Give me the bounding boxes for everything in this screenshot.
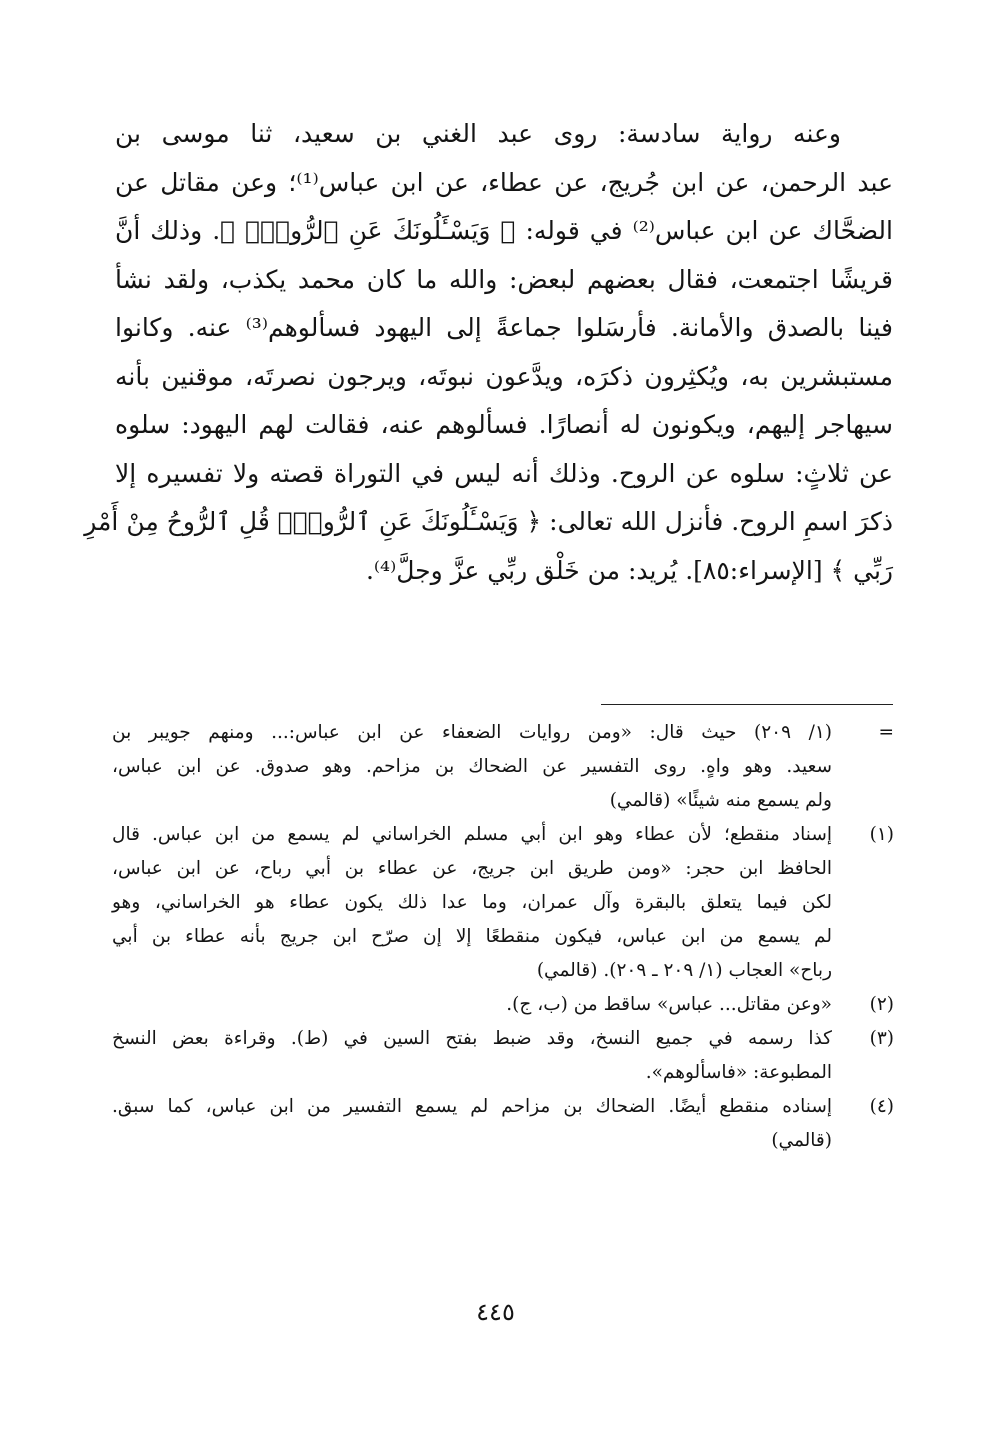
page-number: ٤٤٥ — [476, 1298, 515, 1326]
footnote-3 — [112, 1022, 894, 1090]
footnote-line: الحافظ ابن حجر: «ومن طريق ابن جريج، عن عطاء بن أبي رباح، عن ابن عباس، — [112, 858, 832, 879]
footnote-separator — [601, 704, 893, 705]
main-line: وعنه رواية سادسة: روى عبد الغني بن سعيد، ثنا موسى بن — [115, 119, 841, 148]
main-line: عبد الرحمن، عن ابن جُريج، عن عطاء، عن ابن عباس⁽¹⁾؛ وعن مقاتل عن — [115, 167, 893, 197]
main-text — [84, 110, 893, 595]
footnote-line: (قالمي) — [771, 1130, 832, 1151]
footnotes — [112, 716, 894, 1158]
footnote-number: (٢) — [869, 994, 894, 1015]
footnote-line: إسناده منقطع أيضًا. الضحاك بن مزاحم لم يسمع التفسير من ابن عباس، كما سبق. — [112, 1096, 832, 1117]
main-line: مستبشرين به، ويُكثِرون ذكرَه، ويدَّعون نبوتَه، ويرجون نصرتَه، موقنين بأنه — [115, 361, 893, 391]
main-line: رَبِّي ﴾ [الإسراء:٨٥]. يُريد: من خَلْق ربِّي عزَّ وجلَّ⁽⁴⁾. — [365, 555, 893, 585]
footnote-line: سعيد. وهو واهٍ. روى التفسير عن الضحاك بن مزاحم. وهو صدوق. عن ابن عباس، — [112, 756, 832, 777]
main-line: سيهاجر إليهم، ويكونون له أنصارًا. فسألوهم عنه، فقالت لهم اليهود: سلوه — [115, 410, 893, 439]
footnote-1 — [112, 818, 894, 988]
footnote-number: (١) — [869, 824, 894, 845]
footnote-body — [112, 716, 832, 818]
footnote-line: رباح» العجاب (١/ ٢٠٩ ـ ٢٠٩). (قالمي) — [536, 960, 832, 981]
footnote-number: (٤) — [869, 1096, 894, 1117]
footnote-line: ولم يسمع منه شيئًا» (قالمي) — [609, 790, 832, 811]
footnote-body — [112, 1090, 832, 1158]
main-line: فينا بالصدق والأمانة. فأرسَلوا جماعةً إلى اليهود فسألوهم⁽³⁾ عنه. وكانوا — [115, 313, 893, 342]
footnote-line: إسناد منقطع؛ لأن عطاء وهو ابن أبي مسلم الخراساني لم يسمع من ابن عباس. قال — [112, 824, 832, 845]
main-line: ذكرَ اسمِ الروح. فأنزل الله تعالى: ﴿ وَيَسْـَٔلُونَكَ عَنِ ٱلرُّوحِۖ قُلِ ٱلرُّوحُ مِنْ أَمْرِ — [84, 507, 893, 536]
footnote-number: (٣) — [869, 1028, 894, 1049]
main-line: عن ثلاثٍ: سلوه عن الروح. وذلك أنه ليس في التوراة قصته ولا تفسيره إلا — [115, 458, 893, 488]
footnote-4 — [112, 1090, 894, 1158]
main-line: قريشًا اجتمعت، فقال بعضهم لبعض: والله ما كان محمد يكذب، ولقد نشأ — [115, 264, 893, 294]
footnote-number: = — [878, 722, 894, 743]
footnote-line: «وعن مقاتل... عباس» ساقط من (ب، ج). — [506, 994, 832, 1015]
footnote-body — [112, 1022, 832, 1090]
main-line: الضحَّاك عن ابن عباس⁽²⁾ في قوله: ﴿ وَيَسْـَٔلُونَكَ عَنِ ٱلرُّوحِۖ ﴾. وذلك أنَّ — [115, 216, 893, 245]
footnote-line: لكن فيما يتعلق بالبقرة وآل عمران، وما عدا ذلك يكون عطاء هو الخراساني، وهو — [112, 892, 832, 913]
footnote-line: لم يسمع من ابن عباس، فيكون منقطعًا إلا إن صرّح ابن جريج بأنه عطاء بن أبي — [112, 926, 832, 947]
footnote-body — [112, 818, 832, 988]
footnote-body — [112, 988, 832, 1022]
footnote-line: المطبوعة: «فاسألوهم». — [645, 1062, 832, 1083]
footnote-line: كذا رسمه في جميع النسخ، وقد ضبط بفتح السين في (ط). وقراءة بعض النسخ — [112, 1028, 832, 1049]
footnote-2 — [112, 988, 894, 1022]
footnote-continuation — [112, 716, 894, 818]
footnote-line: (١/ ٢٠٩) حيث قال: «ومن روايات الضعفاء عن ابن عباس:... ومنهم جويبر بن — [112, 722, 832, 743]
